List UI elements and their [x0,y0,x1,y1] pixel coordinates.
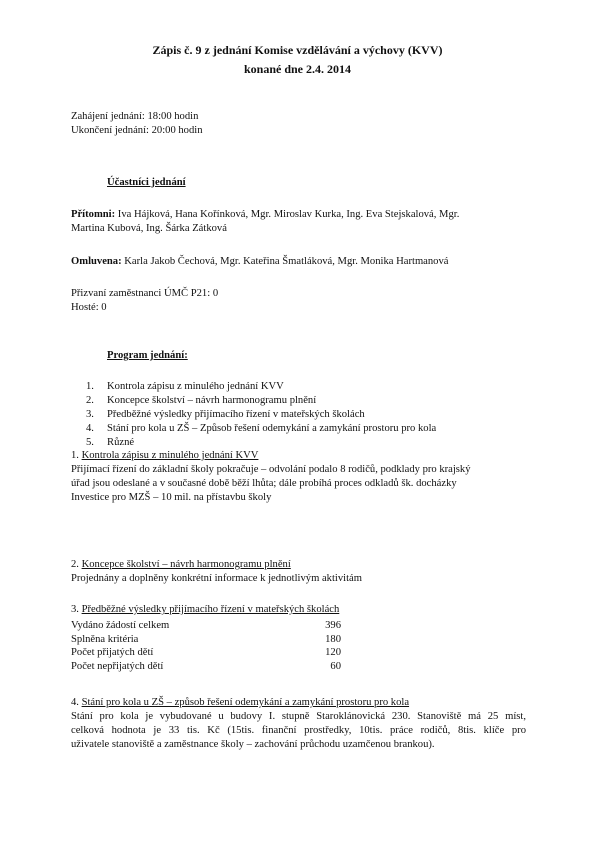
section-1-text: úřad jsou odeslané a v současné době běží lhůta; dále probíhá proces odkladů šk. docházky [71,477,457,489]
result-value: 60 [330,661,341,673]
section-3-heading: Předběžné výsledky přijímacího řízení v mateřských školách [81,604,340,615]
result-label: Počet nepřijatých dětí [71,661,164,673]
result-label: Počet přijatých dětí [71,647,154,659]
attendance-counts [71,287,531,315]
section-4-text: uživatele stanoviště a zaměstnance školy – zachování průchodu uzamčenou brankou). [71,738,435,750]
result-row [71,646,341,660]
result-value: 180 [325,633,341,645]
section-1-text: Přijímací řízení do základní školy pokračuje – odvolání podalo 8 rodičů, podklady pro krajský [71,463,471,475]
document-subtitle: konané dne 2.4. 2014 [243,62,352,76]
section-4-text: Stání pro kola je vybudované u budovy I. stupně Staroklánovická 230. Stanoviště má 25 míst, [71,710,526,722]
agenda-item: 2. Koncepce školství – návrh harmonogramu plnění [86,394,317,406]
section-1-text: Investice pro MZŠ – 10 mil. na přístavbu školy [71,491,272,503]
agenda-item: 3. Předběžné výsledky přijímacího řízení v mateřských školách [86,408,365,420]
agenda-item: 1. Kontrola zápisu z minulého jednání KVV [86,381,284,392]
excused-names: Karla Jakob Čechová, Mgr. Kateřina Šmatláková, Mgr. Monika Hartmanová [121,256,449,267]
result-label: Vydáno žádostí celkem [71,620,170,631]
section-4-text: celková hodnota je 33 tis. Kč (15tis. finanční prostředky, 10tis. práce rodičů, 8tis. klíče pro [71,724,526,736]
result-row [71,619,341,633]
section-4-heading: Stání pro kola u ZŠ – způsob řešení odemykání a zamykání prostoru pro kola [81,697,410,708]
agenda-item: 5. Různé [86,436,135,448]
admission-results [71,619,341,674]
document-title: Zápis č. 9 z jednání Komise vzdělávání a výchovy (KVV) [152,43,443,57]
invited-staff: Přizvaní zaměstnanci ÚMČ P21: 0 [71,288,219,299]
section-2-number: 2. [71,559,82,570]
present-names: Iva Hájková, Hana Kořínková, Mgr. Miroslav Kurka, Ing. Eva Stejskalová, Mgr. [115,209,460,220]
excused-members [71,255,531,269]
result-value: 396 [325,620,341,631]
guests-count: Hosté: 0 [71,301,107,313]
section-2-text: Projednány a doplněny konkrétní informace k jednotlivým aktivitám [71,572,362,584]
section-2 [71,558,531,586]
participants-heading: Účastníci jednání [107,177,186,188]
present-names-cont: Martina Kubová, Ing. Šárka Zátková [71,222,227,234]
meeting-times [71,110,531,138]
section-3 [71,603,531,617]
result-label: Splněna kritéria [71,633,139,645]
present-members [71,208,531,236]
section-2-heading: Koncepce školství – návrh harmonogramu plnění [81,559,291,570]
program-heading: Program jednání: [107,350,188,361]
section-4-number: 4. [71,697,82,708]
section-3-number: 3. [71,604,82,615]
end-time: Ukončení jednání: 20:00 hodin [71,124,203,136]
start-time: Zahájení jednání: 18:00 hodin [71,111,199,122]
section-1 [71,449,531,505]
present-label: Přítomni: [71,209,116,220]
agenda-list [86,380,546,449]
section-1-heading: Kontrola zápisu z minulého jednání KVV [81,450,259,461]
result-row [71,633,341,647]
section-4 [71,696,526,752]
result-value: 120 [325,647,341,659]
excused-label: Omluvena: [71,256,122,267]
result-row [71,660,341,674]
section-1-number: 1. [71,450,82,461]
agenda-item: 4. Stání pro kola u ZŠ – Způsob řešení odemykání a zamykání prostoru pro kola [86,422,437,434]
